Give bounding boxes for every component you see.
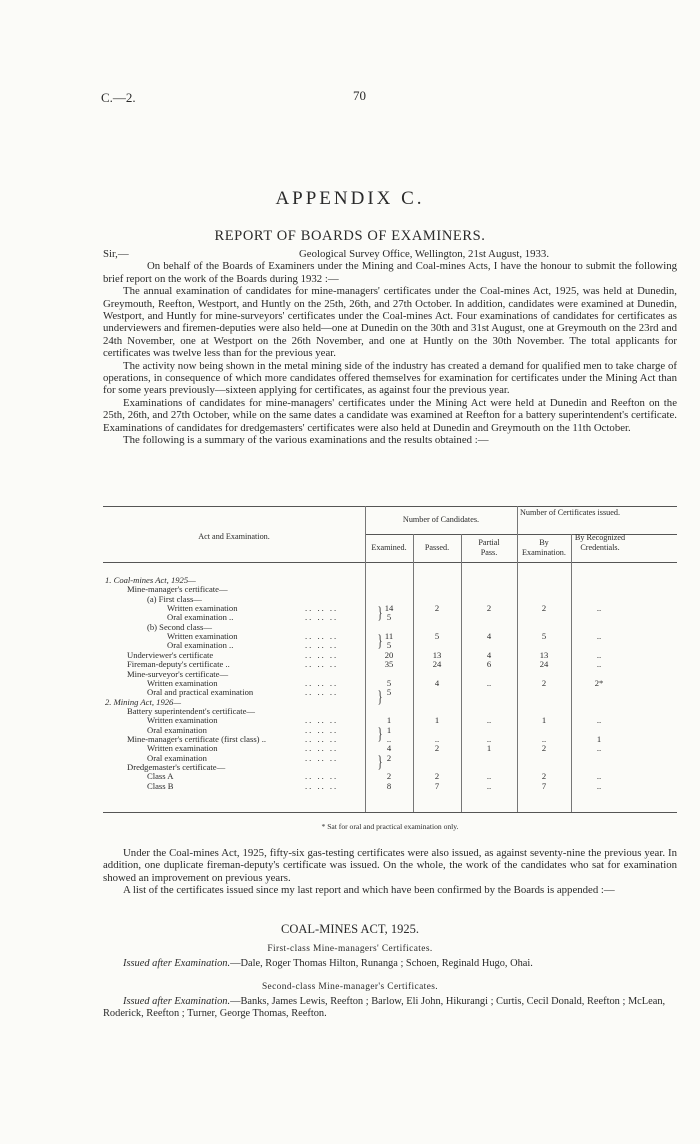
cell-examined: 5 (386, 640, 392, 651)
cell-passed: 2 (434, 603, 440, 614)
row-label: Written examination (167, 603, 238, 614)
cell-passed: 1 (434, 715, 440, 726)
leader-dots: .. .. .. (305, 603, 339, 614)
paragraph: The following is a summary of the various examinations and the results obtained :— (123, 434, 489, 447)
row-label: Underviewer's certificate (127, 649, 214, 660)
col-header-act: Act and Examination. (198, 532, 270, 541)
row-label: Oral and practical examination (147, 687, 254, 698)
cell-examined: 14 (384, 603, 394, 614)
brace-glyph: } (377, 631, 383, 650)
cell-passed: 7 (434, 780, 440, 791)
cell-by-exam: 1 (541, 715, 547, 726)
row-label: Fireman-deputy's certificate .. (127, 659, 230, 670)
row-label: Dredgemaster's certificate— (127, 762, 226, 772)
paragraph: Examinations of candidates for mine-managers' certificates under the Mining Act were held at Dunedin and Reefton on the 25th, 26th, and 27th October, while on the same dates a candidate was examined at Reefton for a battery superintendent's certificate. Examinations of candidates for dredgemasters' certificates were also held at Dunedin and Greymouth on the 11th October. (103, 396, 677, 434)
cell-examined: 5 (386, 677, 392, 688)
second-class-names: —Banks, James Lewis, Reefton ; Barlow, Eli John, Hikurangi ; Curtis, Cecil Donald, Reefton ; McLean, Roderick, Reefton ; Turner, George Thomas, Reefton. (103, 996, 666, 1020)
cell-passed: 13 (432, 649, 442, 660)
col-group-candidates: Number of Candidates. (402, 515, 480, 524)
cell-passed: 2 (434, 771, 440, 782)
cell-partial: 6 (486, 659, 492, 670)
cell-partial: .. (486, 677, 492, 688)
cell-partial: .. (486, 715, 492, 726)
cell-by-exam: 2 (541, 677, 547, 688)
cell-by-credentials: .. (596, 603, 602, 614)
cell-passed: 24 (432, 659, 442, 670)
row-label: Written examination (147, 743, 218, 754)
report-body-continued (103, 847, 677, 897)
cell-by-exam: 5 (541, 631, 547, 642)
col-group-certificates: Number of Certificates issued. (519, 508, 621, 517)
row-label: 1. Coal-mines Act, 1925— (105, 575, 196, 585)
appendix-title: APPENDIX C. (275, 188, 425, 209)
cell-by-credentials: 2* (594, 677, 604, 688)
brace-glyph: } (377, 752, 383, 771)
col-header-by-exam: By Examination. (522, 538, 566, 557)
cell-examined: 4 (386, 743, 392, 754)
paragraph: On behalf of the Boards of Examiners under the Mining and Coal-mines Acts, I have the honour to submit the following brief report on the work of the Boards during 1932 :— (103, 260, 677, 285)
paragraph: A list of the certificates issued since my last report and which have been confirmed by the Boards is appended :— (123, 884, 615, 897)
cell-examined: 2 (386, 752, 392, 763)
first-class-names: —Dale, Roger Thomas Hilton, Runanga ; Schoen, Reginald Hugo, Ohai. (230, 958, 533, 969)
row-label: Oral examination .. (167, 640, 234, 651)
second-class-lead: Issued after Examination. (123, 996, 231, 1007)
leader-dots: .. .. .. (305, 631, 339, 642)
cell-partial: .. (486, 733, 492, 744)
cell-passed: 2 (434, 743, 440, 754)
cell-examined: 5 (386, 687, 392, 698)
row-label: Written examination (147, 677, 218, 688)
cell-by-credentials: .. (596, 659, 602, 670)
cell-by-credentials: .. (596, 649, 602, 660)
row-label: Class A (147, 771, 174, 782)
table-row (103, 688, 677, 697)
cell-examined: 11 (384, 631, 394, 642)
row-label: Oral examination (147, 724, 207, 735)
cell-partial: .. (486, 771, 492, 782)
cell-by-exam: 7 (541, 780, 547, 791)
cell-partial: 4 (486, 631, 492, 642)
leader-dots: .. .. .. (305, 677, 339, 688)
table-header-rule (103, 562, 677, 563)
sender-address: Geological Survey Office, Wellington, 21st August, 1933. (299, 248, 550, 260)
table-row (103, 782, 677, 791)
table-bottom-rule (103, 812, 677, 813)
row-label: Mine-manager's certificate— (127, 584, 228, 595)
col-header-passed: Passed. (424, 543, 450, 552)
row-label: (b) Second class— (147, 621, 212, 632)
cell-examined: .. (386, 733, 392, 744)
cell-by-credentials: .. (596, 743, 602, 754)
cell-partial: .. (486, 780, 492, 791)
leader-dots: .. .. .. (305, 659, 339, 670)
leader-dots: .. .. .. (305, 733, 339, 744)
row-label: Oral examination (147, 752, 207, 763)
second-class-heading: Second-class Mine-manager's Certificates. (261, 982, 439, 992)
row-label: (a) First class— (147, 593, 202, 604)
document-reference: C.—2. (101, 90, 136, 105)
cell-by-exam: 2 (541, 771, 547, 782)
leader-dots: .. .. .. (305, 687, 339, 698)
table-footnote: * Sat for oral and practical examination only. (321, 822, 459, 831)
leader-dots: .. .. .. (305, 780, 339, 791)
col-header-by-credentials: By Recognized Credentials. (574, 533, 626, 552)
row-label: Mine-manager's certificate (first class) .. (127, 733, 266, 744)
paragraph: Under the Coal-mines Act, 1925, fifty-six gas-testing certificates were also issued, as against seventy-nine the previous year. In addition, one duplicate fireman-deputy's certificate was issued. On the whole, the work of the candidates who sat for examination showed an improvement on previous years. (103, 847, 677, 884)
cell-by-credentials: .. (596, 631, 602, 642)
cell-examined: 20 (384, 649, 394, 660)
table-row (103, 660, 677, 669)
cell-examined: 1 (386, 715, 392, 726)
cell-partial: 4 (486, 649, 492, 660)
first-class-lead: Issued after Examination. (123, 958, 231, 969)
cell-by-credentials: .. (596, 771, 602, 782)
page-number: 70 (353, 88, 366, 103)
act-heading: COAL-MINES ACT, 1925. (281, 922, 419, 936)
row-label: Battery superintendent's certificate— (127, 705, 256, 716)
brace-glyph: } (377, 724, 383, 743)
cell-examined: 1 (386, 724, 392, 735)
cell-by-exam: 24 (539, 659, 549, 670)
row-label: Oral examination .. (167, 612, 234, 623)
salutation-line (103, 248, 677, 260)
cell-by-credentials: .. (596, 780, 602, 791)
col-header-examined: Examined. (371, 543, 407, 552)
paragraph: The activity now being shown in the metal mining side of the industry has created a demand for qualified men to take charge of operations, in consequence of which more candidates offered themselves for examination for certificates under the Mining Act than for some years previously—sixteen applying for certificates, as against four the previous year. (103, 359, 677, 397)
cell-by-credentials: 1 (596, 733, 602, 744)
row-label: 2. Mining Act, 1926— (105, 696, 181, 707)
cell-passed: 5 (434, 631, 440, 642)
brace-glyph: } (377, 603, 383, 622)
table-top-rule (103, 506, 677, 507)
cell-examined: 8 (386, 780, 392, 791)
cell-examined: 5 (386, 612, 392, 623)
row-label: Written examination (147, 715, 218, 726)
leader-dots: .. .. .. (305, 649, 339, 660)
leader-dots: .. .. .. (305, 715, 339, 726)
leader-dots: .. .. .. (305, 640, 339, 651)
cell-examined: 35 (384, 659, 394, 670)
cell-partial: 1 (486, 743, 492, 754)
first-class-list (103, 958, 677, 970)
brace-glyph: } (377, 687, 383, 706)
cell-examined: 2 (386, 771, 392, 782)
cell-by-exam: 2 (541, 603, 547, 614)
cell-by-credentials: .. (596, 715, 602, 726)
col-header-partial: Partial Pass. (478, 538, 500, 557)
paragraph: The annual examination of candidates for mine-managers' certificates under the Coal-mines Act, 1925, was held at Dunedin, Greymouth, Reefton, Westport, and Huntly on the 25th, 26th, and 27th October. In addition, candidates were examined at Dunedin, Westport, and Huntly for mine-surveyors' certificates under the Coal-mines Act. Four examinations of candidates for certificates as underviewers and firemen-deputies were also held—one at Dunedin on the 30th and 31st August, one at Greymouth on the 23rd and 24th November, one at Westport on the 26th November, and one at Huntly on the 30th November. The total applicants for certificates was twelve less than for the previous year. (103, 285, 677, 360)
cell-passed: .. (434, 733, 440, 744)
first-class-heading: First-class Mine-managers' Certificates. (267, 944, 433, 954)
report-body (103, 248, 677, 446)
table-group-rule (365, 534, 677, 535)
cell-partial: 2 (486, 603, 492, 614)
leader-dots: .. .. .. (305, 724, 339, 735)
salutation: Sir,— (103, 248, 129, 260)
row-label: Mine-surveyor's certificate— (127, 668, 229, 679)
row-label: Written examination (167, 631, 238, 642)
cell-by-exam: .. (541, 733, 547, 744)
leader-dots: .. .. .. (305, 752, 339, 763)
cell-by-exam: 13 (539, 649, 549, 660)
cell-by-exam: 2 (541, 743, 547, 754)
report-title: REPORT OF BOARDS OF EXAMINERS. (214, 228, 486, 244)
row-label: Class B (147, 780, 174, 791)
second-class-list (103, 996, 677, 1021)
cell-passed: 4 (434, 677, 440, 688)
leader-dots: .. .. .. (305, 612, 339, 623)
leader-dots: .. .. .. (305, 771, 339, 782)
leader-dots: .. .. .. (305, 743, 339, 754)
